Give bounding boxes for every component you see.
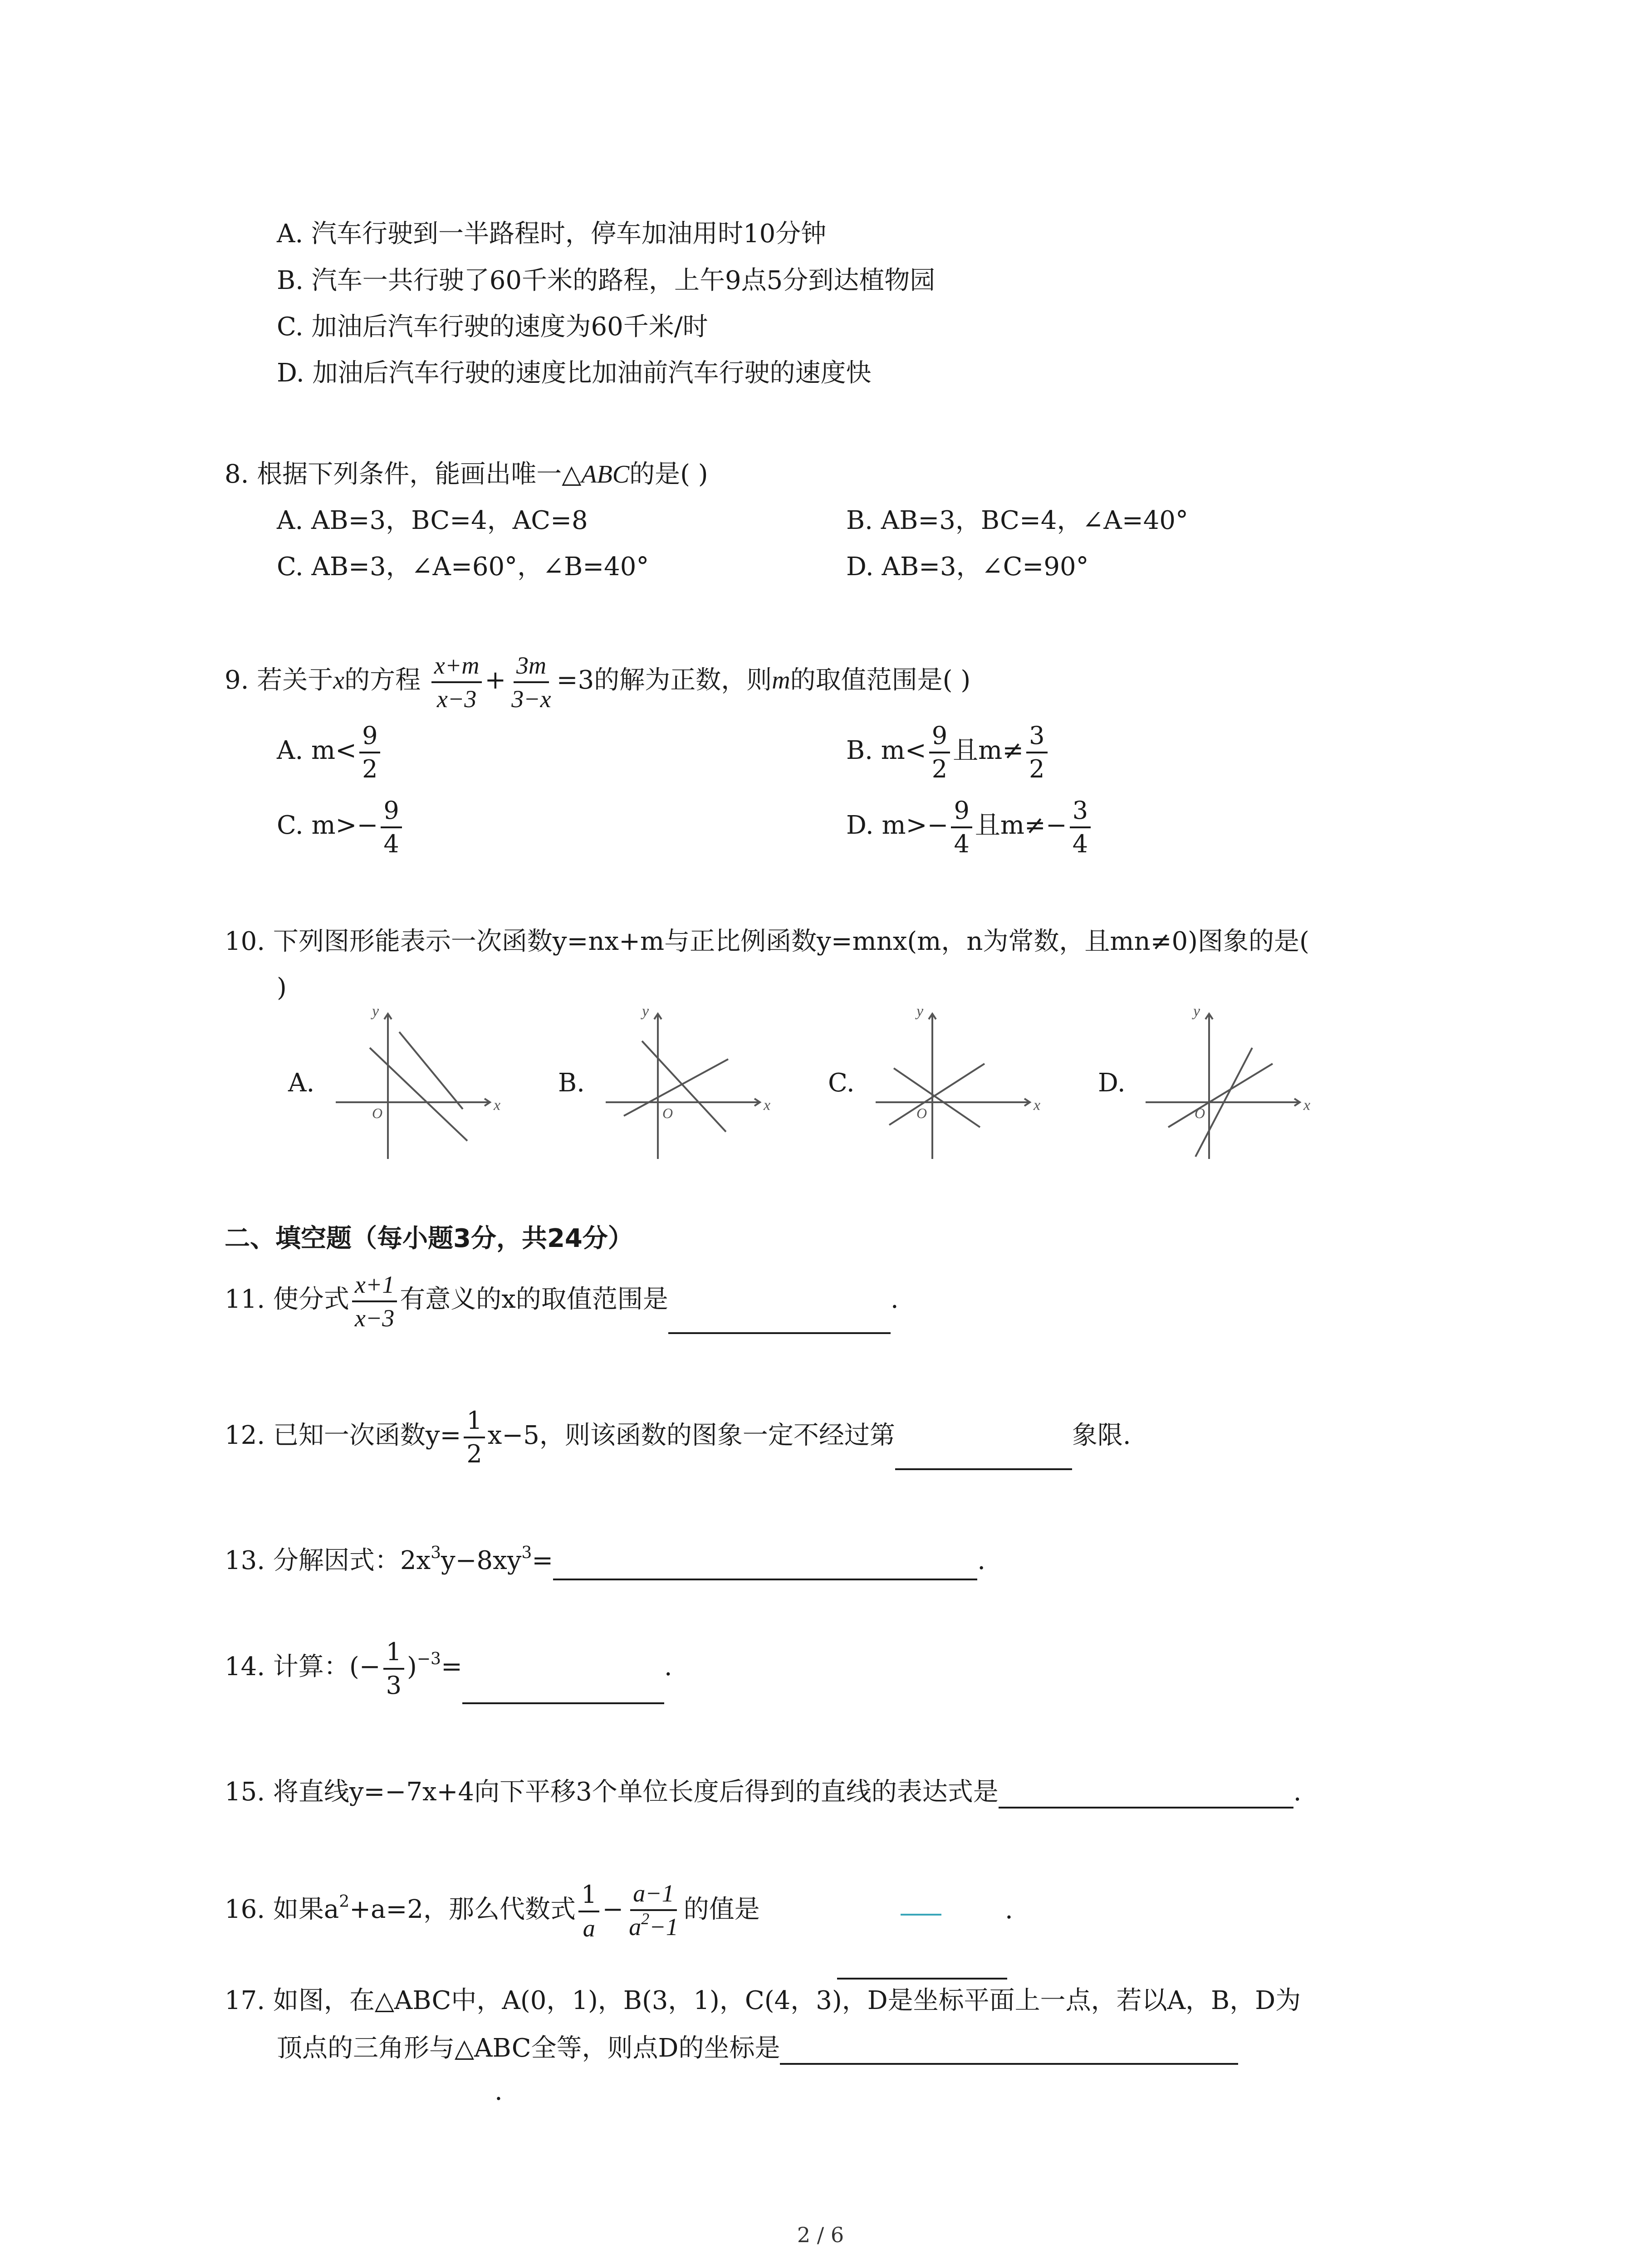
q14-prefix: 14. 计算：(− xyxy=(225,1652,381,1681)
q16-cyan-mark xyxy=(901,1910,941,1918)
q9-b-mid: 且m≠ xyxy=(953,736,1024,765)
q9-suffix: 的取值范围是( ) xyxy=(790,665,971,695)
q10-b-y-label: y xyxy=(642,1005,649,1020)
q16-f2-den-exp: 2 xyxy=(641,1909,650,1928)
q10-c-origin: O xyxy=(916,1105,927,1121)
q16-frac1 xyxy=(578,1879,599,1944)
q9-d-num2: 3 xyxy=(1070,795,1091,828)
q11-answer-blank[interactable] xyxy=(668,1305,891,1334)
q11 xyxy=(225,1266,899,1334)
q17-line1: 17. 如图，在△ABC中，A(0，1)，B(3，1)，C(4，3)，D是坐标平面上一点，若以A，B，D为 xyxy=(225,1986,1301,2015)
q7-option-d: D. 加油后汽车行驶的速度比加油前汽车行驶的速度快 xyxy=(277,358,872,388)
q15 xyxy=(225,1776,1302,1809)
q11-frac xyxy=(352,1269,397,1334)
q8-option-a: A. AB=3，BC=4，AC=8 xyxy=(277,506,588,535)
q9-option-c xyxy=(277,792,405,860)
q9-f2-den: 3−x xyxy=(511,685,551,713)
q9-fraction-2 xyxy=(509,650,554,715)
q9-b-label: B. m< xyxy=(846,736,926,765)
q12-answer-blank[interactable] xyxy=(895,1441,1072,1470)
q11-num: x+1 xyxy=(352,1269,397,1302)
page-number: 2 / 6 xyxy=(797,2223,844,2247)
q10-c-y-label: y xyxy=(916,1005,924,1020)
q9-stem xyxy=(225,644,970,717)
q11-suffix: 有意义的x的取值范围是 xyxy=(400,1285,668,1314)
q9-plus: + xyxy=(485,665,506,695)
q12-frac xyxy=(464,1405,485,1470)
q10-graph-label-b: B. xyxy=(558,1068,585,1098)
q17-end: . xyxy=(495,2077,503,2106)
q17-line2 xyxy=(277,2032,1238,2065)
q9-b-frac2 xyxy=(1026,720,1047,785)
q16-end: . xyxy=(1005,1895,1013,1925)
q13-exp2: 3 xyxy=(521,1544,532,1562)
q9-mid: 的方程 xyxy=(344,665,421,695)
q9-f2-num: 3m xyxy=(514,650,549,683)
q8-stem xyxy=(225,458,708,491)
q8-stem-abc: ABC xyxy=(581,460,630,489)
q14-answer-blank[interactable] xyxy=(462,1675,664,1704)
q9-a-label: A. m< xyxy=(277,736,357,765)
q13-answer-blank[interactable] xyxy=(553,1551,977,1580)
q9-option-a xyxy=(277,717,383,785)
q16-f2-den xyxy=(626,1911,681,1945)
q7-option-c: C. 加油后汽车行驶的速度为60千米/时 xyxy=(277,312,708,342)
q9-d-label: D. m>− xyxy=(846,811,949,840)
q14 xyxy=(225,1633,672,1704)
q9-var-x: x xyxy=(333,666,345,694)
q9-a-num: 9 xyxy=(359,720,380,753)
q10-graph-c[interactable] xyxy=(867,1005,1048,1168)
q7-option-a: A. 汽车行驶到一半路程时，停车加油用时10分钟 xyxy=(277,219,827,249)
q10-stem-line2: ) xyxy=(277,973,287,1002)
q14-den: 3 xyxy=(386,1671,402,1700)
q15-answer-blank[interactable] xyxy=(999,1779,1293,1809)
section-2-heading: 二、填空题（每小题3分，共24分） xyxy=(225,1224,633,1253)
q9-eq: =3的解为正数，则 xyxy=(556,665,772,695)
q9-c-den: 4 xyxy=(383,829,399,858)
q13-mid: y−8xy xyxy=(441,1546,522,1575)
q10-a-x-label: x xyxy=(494,1097,501,1114)
q14-close: ) xyxy=(407,1652,417,1681)
q9-prefix: 9. 若关于 xyxy=(225,665,333,695)
q8-option-d: D. AB=3，∠C=90° xyxy=(846,552,1089,582)
q13-eq: = xyxy=(532,1546,554,1575)
q10-graph-b[interactable] xyxy=(597,1005,778,1168)
q9-option-d xyxy=(846,792,1093,860)
q16-exp: 2 xyxy=(339,1892,350,1911)
q9-a-frac xyxy=(359,720,380,785)
q9-b-den: 2 xyxy=(931,754,948,783)
q10-stem-line1: 10. 下列图形能表示一次函数y=nx+m与正比例函数y=mnx(m，n为常数，且mn≠0)图象的是( xyxy=(225,927,1309,956)
q8-stem-suffix: 的是( ) xyxy=(629,459,708,489)
q13-end: . xyxy=(977,1546,986,1575)
q17-answer-blank[interactable] xyxy=(780,2036,1238,2065)
q11-end: . xyxy=(890,1285,899,1314)
q9-d-num: 9 xyxy=(951,795,972,828)
q9-b-num2: 3 xyxy=(1026,720,1047,753)
q10-a-origin: O xyxy=(372,1105,383,1121)
q10-graph-a[interactable] xyxy=(327,1005,508,1168)
q14-num: 1 xyxy=(383,1636,404,1670)
q10-d-y-label: y xyxy=(1193,1005,1200,1020)
q9-c-label: C. m>− xyxy=(277,811,378,840)
q9-fraction-1 xyxy=(431,650,482,715)
q9-c-frac xyxy=(381,795,402,860)
q9-b-frac1 xyxy=(929,720,950,785)
q12-den: 2 xyxy=(466,1439,482,1468)
q14-frac xyxy=(383,1636,404,1701)
q16-f1-den: a xyxy=(583,1914,595,1942)
q16-frac2 xyxy=(626,1877,681,1945)
q16-f2-den-rest: −1 xyxy=(649,1913,678,1941)
q11-prefix: 11. 使分式 xyxy=(225,1285,349,1314)
q9-option-b xyxy=(846,717,1050,785)
q10-graph-label-d: D. xyxy=(1098,1068,1126,1098)
q16-f2-num: a−1 xyxy=(630,1877,676,1911)
q10-b-x-label: x xyxy=(764,1097,771,1114)
q10-graph-d[interactable] xyxy=(1136,1005,1318,1168)
q10-d-x-label: x xyxy=(1303,1097,1311,1114)
q9-a-den: 2 xyxy=(362,754,378,783)
q16-minus: − xyxy=(602,1895,624,1924)
q12-mid: x−5，则该函数的图象一定不经过第 xyxy=(487,1421,895,1450)
q16-prefix: 16. 如果a xyxy=(225,1895,339,1924)
q9-d-frac1 xyxy=(951,795,972,860)
q8-option-c: C. AB=3，∠A=60°，∠B=40° xyxy=(277,552,649,582)
q12 xyxy=(225,1402,1131,1470)
q9-d-mid: 且m≠− xyxy=(975,811,1067,840)
q13 xyxy=(225,1545,985,1580)
q9-b-num: 9 xyxy=(929,720,950,753)
q16-answer-blank[interactable] xyxy=(837,1950,1007,1980)
q10-a-y-label: y xyxy=(372,1005,379,1020)
q16-f1-num: 1 xyxy=(578,1879,599,1912)
q9-f1-num: x+m xyxy=(431,650,482,683)
q10-d-origin: O xyxy=(1195,1105,1205,1121)
q17-line2-text: 顶点的三角形与△ABC全等，则点D的坐标是 xyxy=(277,2033,780,2063)
q12-prefix: 12. 已知一次函数y= xyxy=(225,1421,461,1450)
q16-f2-den-base: a xyxy=(629,1913,642,1941)
q12-num: 1 xyxy=(464,1405,485,1438)
q8-stem-prefix: 8. 根据下列条件，能画出唯一△ xyxy=(225,459,582,489)
q10-c-x-label: x xyxy=(1034,1097,1041,1114)
q9-var-m: m xyxy=(772,666,790,694)
q13-prefix: 13. 分解因式：2x xyxy=(225,1546,431,1575)
q9-d-frac2 xyxy=(1070,795,1091,860)
q12-suffix: 象限. xyxy=(1072,1421,1131,1450)
q14-exp: −3 xyxy=(416,1650,441,1668)
q13-exp1: 3 xyxy=(431,1544,441,1562)
q10-graph-label-a: A. xyxy=(288,1068,315,1098)
q9-d-den2: 4 xyxy=(1072,829,1088,858)
q14-end: . xyxy=(664,1652,672,1681)
q8-option-b: B. AB=3，BC=4，∠A=40° xyxy=(846,506,1189,535)
q7-option-b: B. 汽车一共行驶了60千米的路程，上午9点5分到达植物园 xyxy=(277,266,936,295)
q9-d-den: 4 xyxy=(954,829,970,858)
q9-c-num: 9 xyxy=(381,795,402,828)
q9-f1-den: x−3 xyxy=(436,685,477,713)
q10-b-origin: O xyxy=(662,1105,673,1121)
q11-den: x−3 xyxy=(354,1304,395,1332)
q10-graph-label-c: C. xyxy=(828,1068,855,1098)
q16-mid: +a=2，那么代数式 xyxy=(349,1895,576,1924)
q15-text: 15. 将直线y=−7x+4向下平移3个单位长度后得到的直线的表达式是 xyxy=(225,1777,999,1807)
q14-eq: = xyxy=(441,1652,462,1681)
q16-suffix: 的值是 xyxy=(683,1895,760,1924)
q16 xyxy=(225,1876,760,1947)
q15-end: . xyxy=(1293,1777,1302,1807)
q9-b-den2: 2 xyxy=(1029,754,1045,783)
